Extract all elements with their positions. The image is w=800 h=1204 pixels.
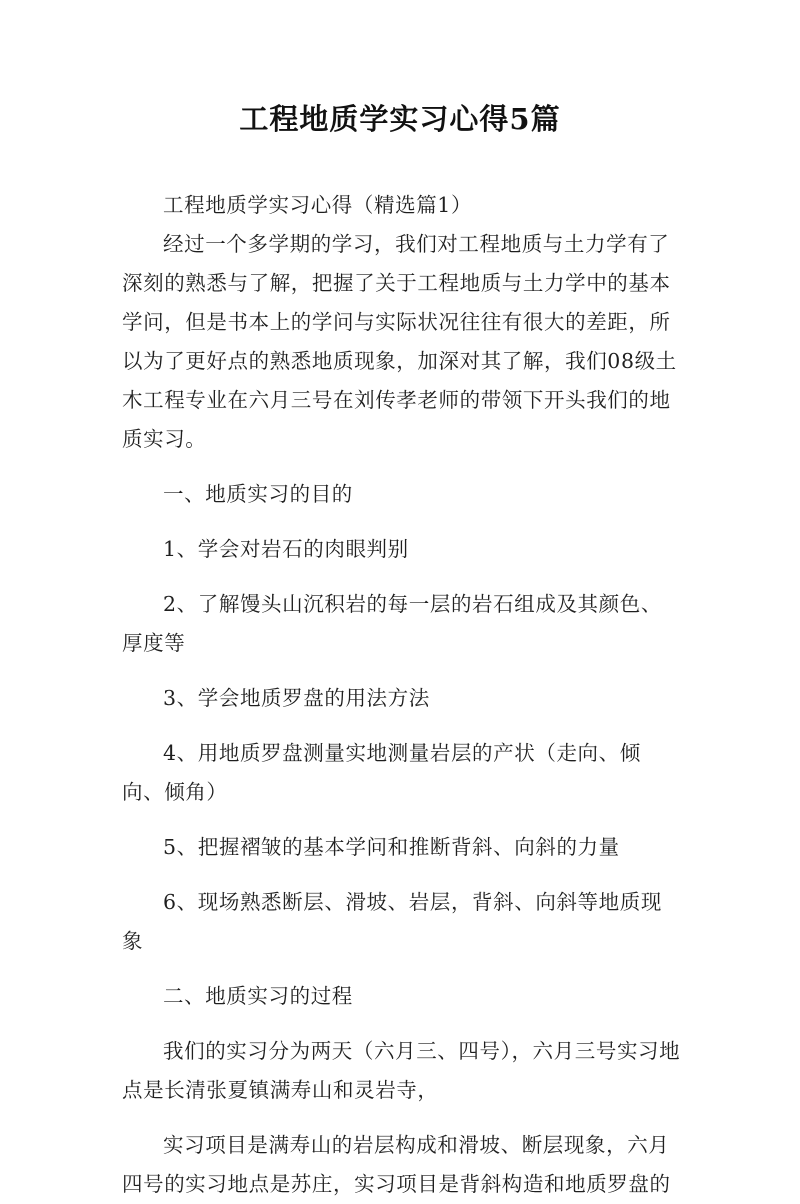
list-item: 2、了解馒头山沉积岩的每一层的岩石组成及其颜色、厚度等 — [122, 592, 662, 655]
list-item: 4、用地质罗盘测量实地测量岩层的产状（走向、倾向、倾角） — [122, 741, 641, 804]
body-paragraph: 经过一个多学期的学习，我们对工程地质与土力学有了深刻的熟悉与了解，把握了关于工程地质与土力学中的基本学问，但是书本上的学问与实际状况往往有很大的差距，所以为了更好点的熟悉地质现象，加深对其了解，我们08级土木工程专业在六月三号在刘传孝老师的带领下开头我们的地质实习。 — [122, 232, 677, 451]
body-paragraph: 实习项目是满寿山的岩层构成和滑坡、断层现象，六月四号的实习地点是苏庄，实习项目是背斜构造和地质罗盘的 — [122, 1133, 671, 1196]
list-item: 6、现场熟悉断层、滑坡、岩层，背斜、向斜等地质现象 — [122, 890, 662, 953]
document-title: 工程地质学实习心得5篇 — [239, 102, 561, 136]
list-item: 3、学会地质罗盘的用法方法 — [163, 686, 430, 710]
document-subtitle: 工程地质学实习心得（精选篇1） — [163, 193, 473, 217]
list-item: 1、学会对岩石的肉眼判别 — [163, 537, 409, 561]
list-item: 5、把握褶皱的基本学问和推断背斜、向斜的力量 — [163, 835, 620, 859]
body-paragraph: 我们的实习分为两天（六月三、四号），六月三号实习地点是长清张夏镇满寿山和灵岩寺， — [122, 1039, 681, 1102]
document-body — [122, 186, 682, 1204]
section-heading: 二、地质实习的过程 — [163, 984, 353, 1008]
section-heading: 一、地质实习的目的 — [163, 482, 353, 506]
